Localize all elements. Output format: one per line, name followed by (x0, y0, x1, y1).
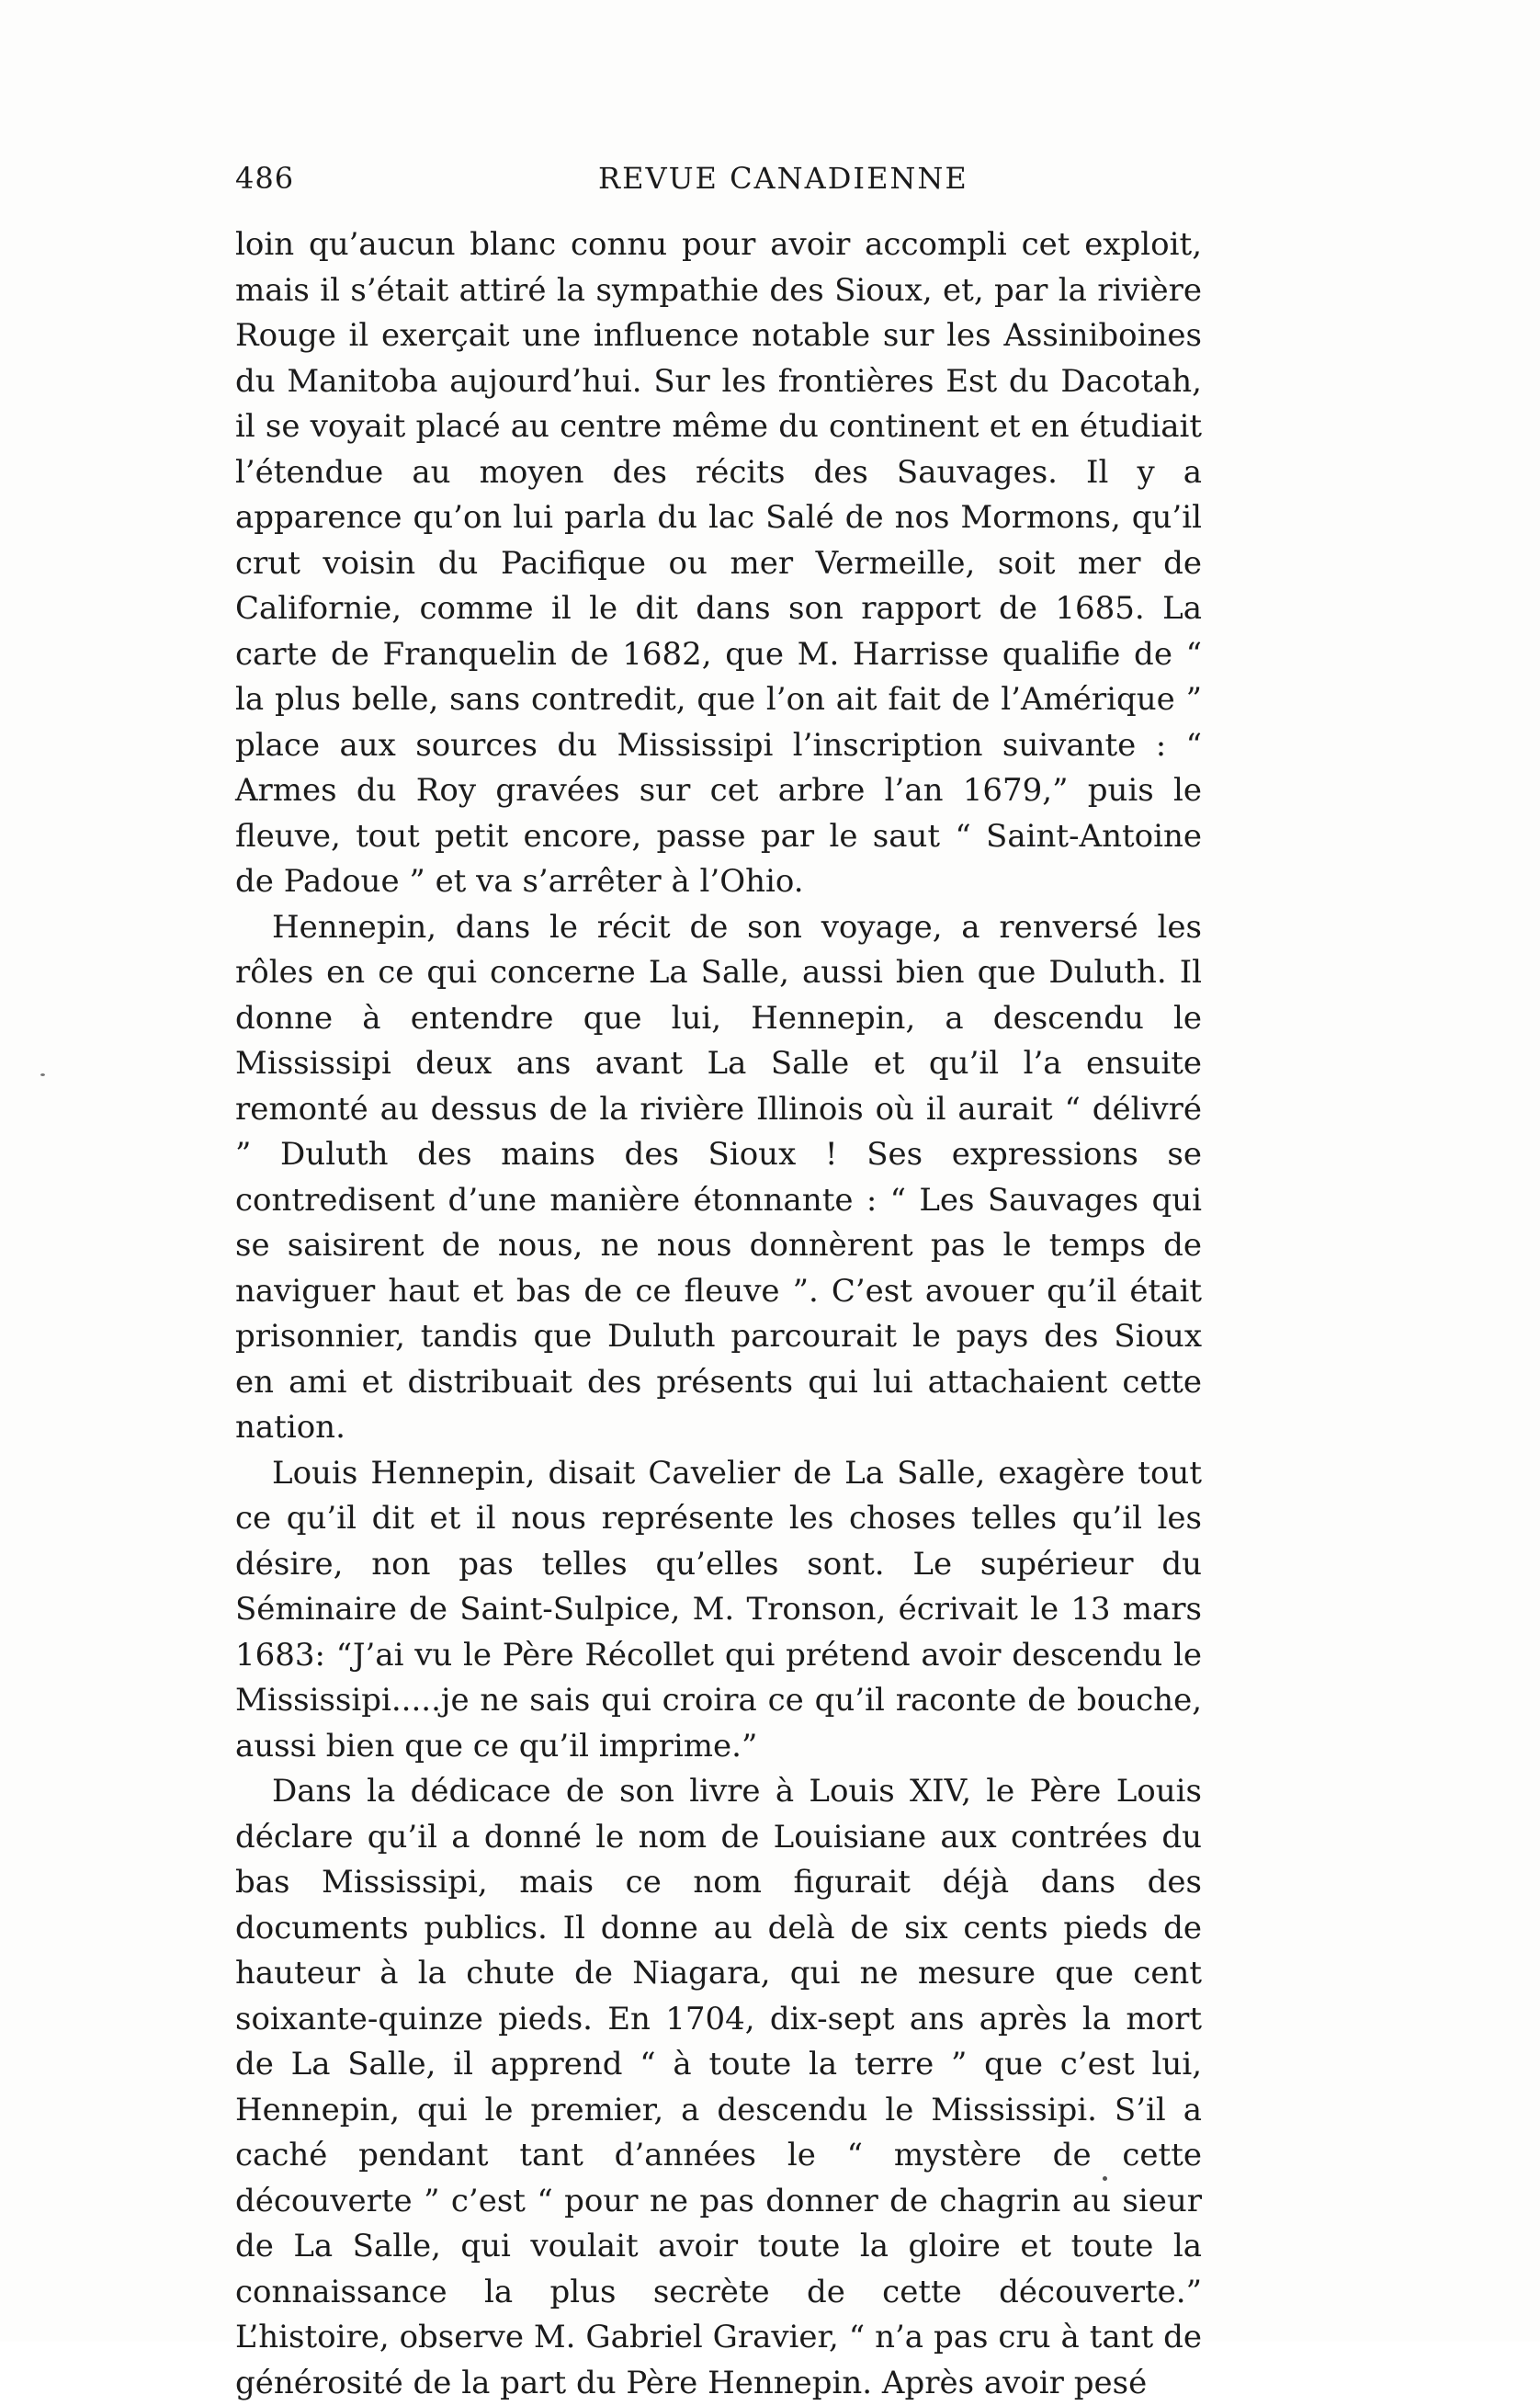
paragraph-3: Louis Hennepin, disait Cavelier de La Salle, exagère tout ce qu’il dit et il nous représente les choses telles qu’il les désire, non pas telles qu’elles sont. Le supérieur du Séminaire de Saint-Sulpice, M. Tronson, écrivait le 13 mars 1683: “J’ai vu le Père Récollet qui prétend avoir descendu le Mississipi.....je ne sais qui croira ce qu’il raconte de bouche, aussi bien que ce qu’il imprime.” (235, 1454, 1202, 1765)
page-number: 486 (235, 161, 295, 196)
paragraph-2: Hennepin, dans le récit de son voyage, a renversé les rôles en ce qui concerne La Salle, aussi bien que Duluth. Il donne à entendre que lui, Hennepin, a descendu le Mississipi deux ans avant La Salle et qu’il l’a ensuite remonté au dessus de la rivière Illinois où il aurait “ délivré ” Duluth des mains des Sioux ! Ses expressions se contredisent d’une manière étonnante : “ Les Sauvages qui se saisirent de nous, ne nous donnèrent pas le temps de naviguer haut et bas de ce fleuve ”. C’est avouer qu’il était prisonnier, tandis que Duluth parcourait le pays des Sioux en ami et distribuait des présents qui lui attachaient cette nation. (235, 908, 1202, 1446)
ink-speck (1103, 2176, 1107, 2181)
paragraph-1: loin qu’aucun blanc connu pour avoir accompli cet exploit, mais il s’était attiré la sympathie des Sioux, et, par la rivière Rouge il exerçait une influence notable sur les Assiniboines du Manitoba aujourd’hui. Sur les frontières Est du Dacotah, il se voyait placé au centre même du continent et en étudiait l’étendue au moyen des récits des Sauvages. Il y a apparence qu’on lui parla du lac Salé de nos Mormons, qu’il crut voisin du Pacifique ou mer Vermeille, soit mer de Californie, comme il le dit dans son rapport de 1685. La carte de Franquelin de 1682, que M. Harrisse qualifie de “ la plus belle, sans contredit, que l’on ait fait de l’Amérique ” place aux sources du Mississipi l’inscription suivante : “ Armes du Roy gravées sur cet arbre l’an 1679,” puis le fleuve, tout petit encore, passe par le saut “ Saint-Antoine de Padoue ” et va s’arrêter à l’Ohio. (235, 226, 1202, 900)
paragraph-4: Dans la dédicace de son livre à Louis XIV, le Père Louis déclare qu’il a donné le nom de Louisiane aux contrées du bas Mississipi, mais ce nom figurait déjà dans des documents publics. Il donne au delà de six cents pieds de hauteur à la chute de Niagara, qui ne mesure que cent soixante-quinze pieds. En 1704, dix-sept ans après la mort de La Salle, il apprend “ à toute la terre ” que c’est lui, Hennepin, qui le premier, a descendu le Mississipi. S’il a caché pendant tant d’années le “ mystère de cette découverte ” c’est “ pour ne pas donner de chagrin au sieur de La Salle, qui voulait avoir toute la gloire et toute la connaissance la plus secrète de cette découverte.” L’histoire, observe M. Gabriel Gravier, “ n’a pas cru à tant de générosité de la part du Père Hennepin. Après avoir pesé (235, 1773, 1202, 2401)
page-header (235, 154, 1029, 202)
running-head: REVUE CANADIENNE (598, 161, 968, 196)
ink-speck (40, 1073, 45, 1076)
body-text (235, 222, 1202, 2406)
